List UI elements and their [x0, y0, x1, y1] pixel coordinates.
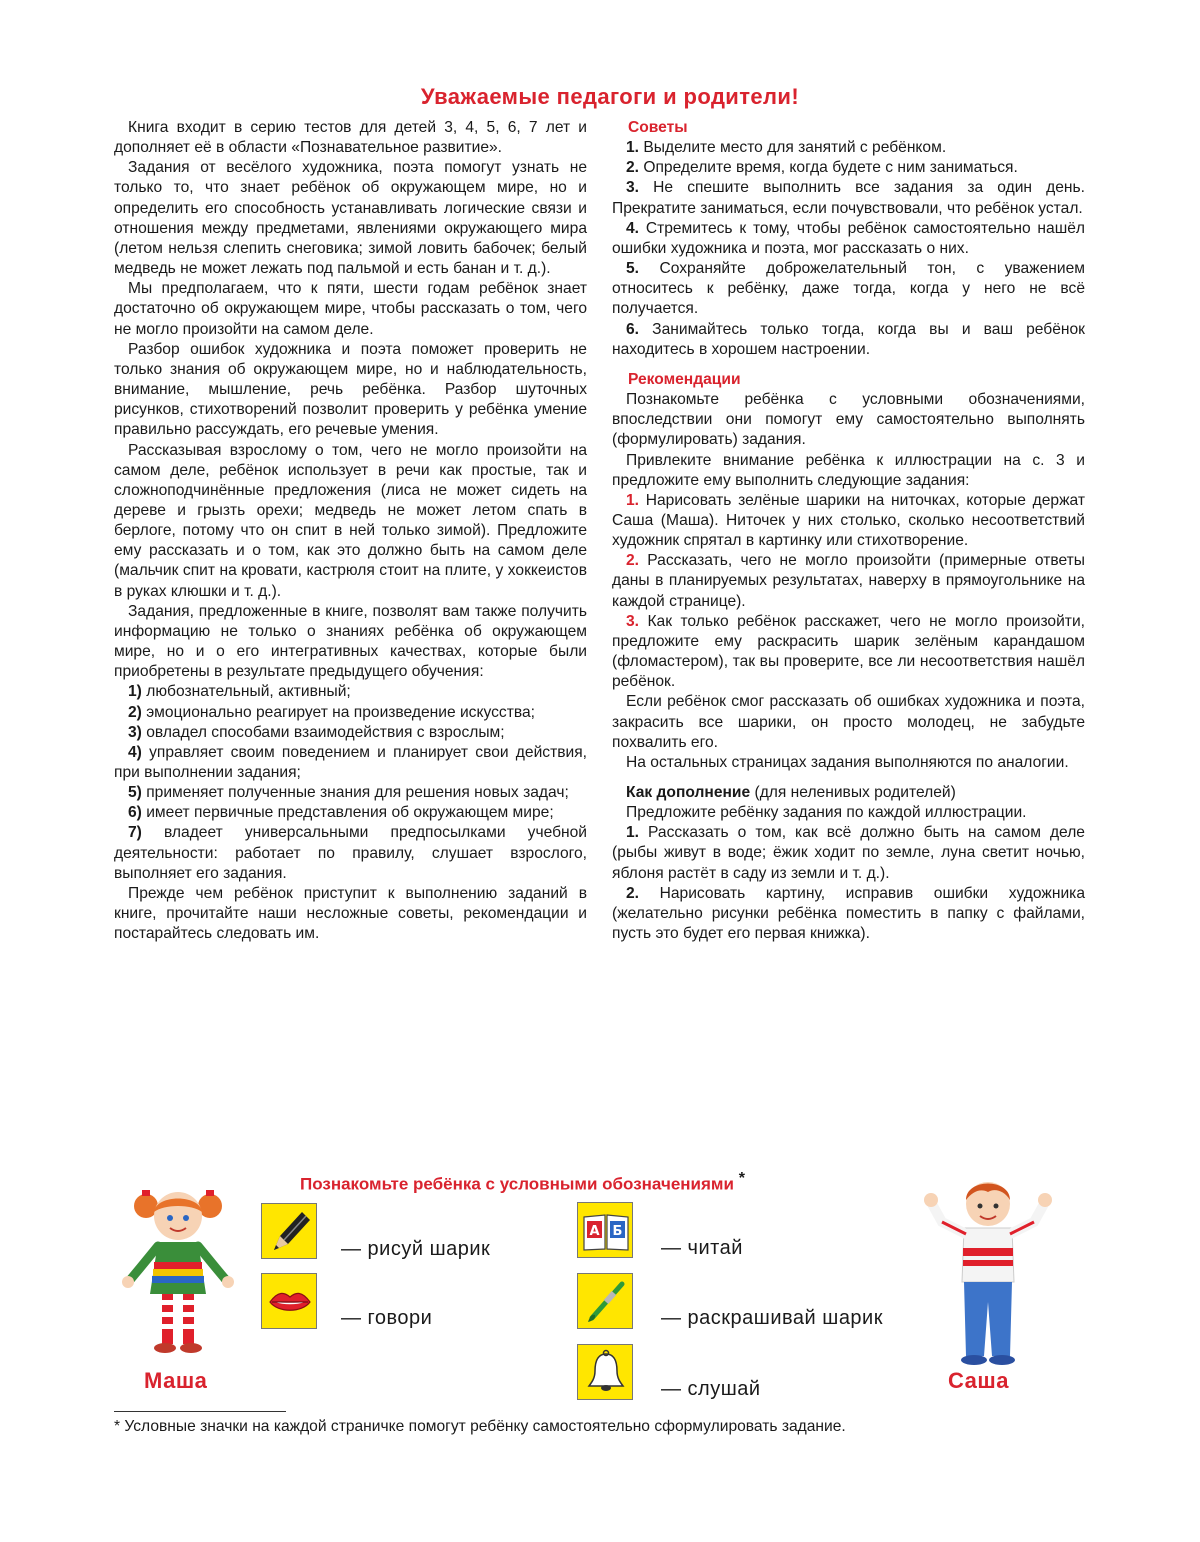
sasha-name: Саша [948, 1368, 1009, 1393]
list-item: 1. Рассказать о том, как всё должно быть на самом деле (рыбы живут в воде; ёжик ходит по земле, луна светит ночью, яблоня растёт в саду из земли и т. д.). [612, 824, 1085, 882]
page-title: Уважаемые педагоги и родители! [420, 84, 800, 109]
list-item: 1. Нарисовать зелёные шарики на ниточках, которые держат Саша (Маша). Ниточек у них столько, сколько несоответствий художник спрятал в картинку или стихотворение. [612, 491, 1085, 550]
paragraph: Задания от весёлого художника, поэта помогут узнать не только то, что знает ребёнок об окружающем мире, но и определить его способность устанавливать логические связи и отношения между предметами, явлениями окружающего мира (летом нельзя слепить снеговика; зимой ловить бабочек; белый медведь не может лежать под пальмой и есть банан и т. д.). [114, 159, 587, 278]
list-item: 7) владеет универсальными предпосылками учебной деятельности: работает по правилу, слушает взрослого, выполняет его задания. [114, 824, 587, 882]
list-item: 2) эмоционально реагирует на произведение искусства; [128, 703, 535, 721]
list-item: 3. Не спешите выполнить все задания за один день. Прекратите заниматься, если почувствовали, что ребёнок устал. [612, 179, 1085, 217]
list-item: 6. Занимайтесь только тогда, когда вы и ваш ребёнок находитесь в хорошем настроении. [612, 320, 1085, 358]
paragraph: Предложите ребёнку задания по каждой иллюстрации. [626, 804, 1027, 822]
list-item: 2. Нарисовать картину, исправив ошибки художника (желательно рисунки ребёнка поместить в папку с файлами, пусть это будет его первая книжка). [612, 884, 1085, 943]
list-item: 1. Выделите место для занятий с ребёнком. [626, 139, 947, 157]
legend-label: — раскрашивай шарик [661, 1307, 883, 1329]
left-column [114, 118, 587, 944]
legend-title: Познакомьте ребёнка с условными обозначениями * [300, 1170, 745, 1194]
paragraph: Привлеките внимание ребёнка к иллюстрации на с. 3 и предложите ему выполнить следующие задания: [612, 451, 1085, 489]
book-letter-b: Б [612, 1224, 623, 1239]
recommendations-heading: Рекомендации [628, 370, 741, 388]
legend-label: — слушай [661, 1378, 761, 1400]
list-item: 6) имеет первичные представления об окружающем мире; [128, 804, 554, 822]
paragraph: Рассказывая взрослому о том, чего не могло произойти на самом деле, ребёнок использует в речи как простые, так и сложноподчинённые предложения (лиса не может сидеть на дереве и грызть орехи; медведь не может летом спать в берлоге, потому что он спит в ней только зимой). Предложите ему рассказать и о том, как это должно быть на самом деле (мальчик спит на кровати, кастрюля стоит на плите, у хоккеистов в руках клюшки и т. д.). [114, 441, 587, 600]
list-item: 2. Рассказать, чего не могло произойти (примерные ответы даны в планируемых результатах, наверху в прямоугольнике на каждой странице). [612, 552, 1085, 610]
paragraph: На остальных страницах задания выполняются по аналогии. [626, 753, 1069, 771]
footnote-divider [114, 1411, 286, 1412]
list-item: 5) применяет полученные знания для решения новых задач; [128, 784, 569, 802]
list-item: 4) управляет своим поведением и планирует свои действия, при выполнении задания; [114, 743, 587, 781]
legend-label: — говори [341, 1307, 433, 1329]
paragraph: Книга входит в серию тестов для детей 3, 4, 5, 6, 7 лет и дополняет её в области «Познавательное развитие». [114, 119, 587, 157]
right-column [612, 118, 1085, 944]
brush-icon [577, 1273, 633, 1329]
footnote: * Условные значки на каждой страничке помогут ребёнку самостоятельно сформулировать задание. [114, 1418, 846, 1435]
masha-name: Маша [144, 1368, 208, 1393]
paragraph: Если ребёнок смог рассказать об ошибках художника и поэта, закрасить все шарики, он просто молодец, не забудьте похвалить его. [612, 693, 1085, 751]
lips-icon [261, 1273, 317, 1329]
tips-heading: Советы [628, 119, 688, 136]
book-icon [577, 1202, 633, 1258]
masha-illustration [118, 1176, 238, 1366]
paragraph: Прежде чем ребёнок приступит к выполнению заданий в книге, прочитайте наши несложные советы, рекомендации и постарайтесь следовать им. [114, 884, 587, 943]
extra-heading: Как дополнение (для неленивых родителей) [626, 784, 956, 801]
paragraph: Познакомьте ребёнка с условными обозначениями, впоследствии они помогут ему самостоятельно выполнять (формулировать) задания. [612, 391, 1085, 449]
legend-label: — рисуй шарик [341, 1238, 491, 1260]
legend-label: — читай [661, 1237, 743, 1259]
list-item: 2. Определите время, когда будете с ним заниматься. [626, 159, 1018, 177]
list-item: 3) овладел способами взаимодействия с взрослым; [128, 723, 505, 741]
pencil-icon [261, 1203, 317, 1259]
paragraph: Задания, предложенные в книге, позволят вам также получить информацию не только о знаниях ребёнка об окружающем мире, но и о его интегративных качествах, которые были приобретены в результате предыдущего обучения: [114, 602, 587, 681]
list-item: 3. Как только ребёнок расскажет, чего не могло произойти, предложите ему раскрасить шарик зелёным карандашом (фломастером), так вы проверите, все ли несоответствия нашёл ребёнок. [612, 612, 1085, 691]
bell-icon [577, 1344, 633, 1400]
paragraph: Мы предполагаем, что к пяти, шести годам ребёнок знает достаточно об окружающем мире, чтобы рассказать о том, чего не могло произойти на самом деле. [114, 280, 587, 338]
list-item: 5. Сохраняйте доброжелательный тон, с уважением относитесь к ребёнку, даже тогда, когда у него не всё получается. [612, 260, 1085, 318]
list-item: 4. Стремитесь к тому, чтобы ребёнок самостоятельно нашёл ошибки художника и поэта, мог рассказать о них. [612, 219, 1085, 257]
list-item: 1) любознательный, активный; [128, 683, 351, 701]
sasha-illustration [918, 1170, 1058, 1370]
paragraph: Разбор ошибок художника и поэта поможет проверить не только знания об окружающем мире, но и наблюдательность, внимание, мышление, речь ребёнка. Разбор шуточных рисунков, стихотворений позволит проверить у ребёнка умение правильно рассуждать, его речевые умения. [114, 340, 587, 439]
book-letter-a: А [589, 1224, 600, 1239]
